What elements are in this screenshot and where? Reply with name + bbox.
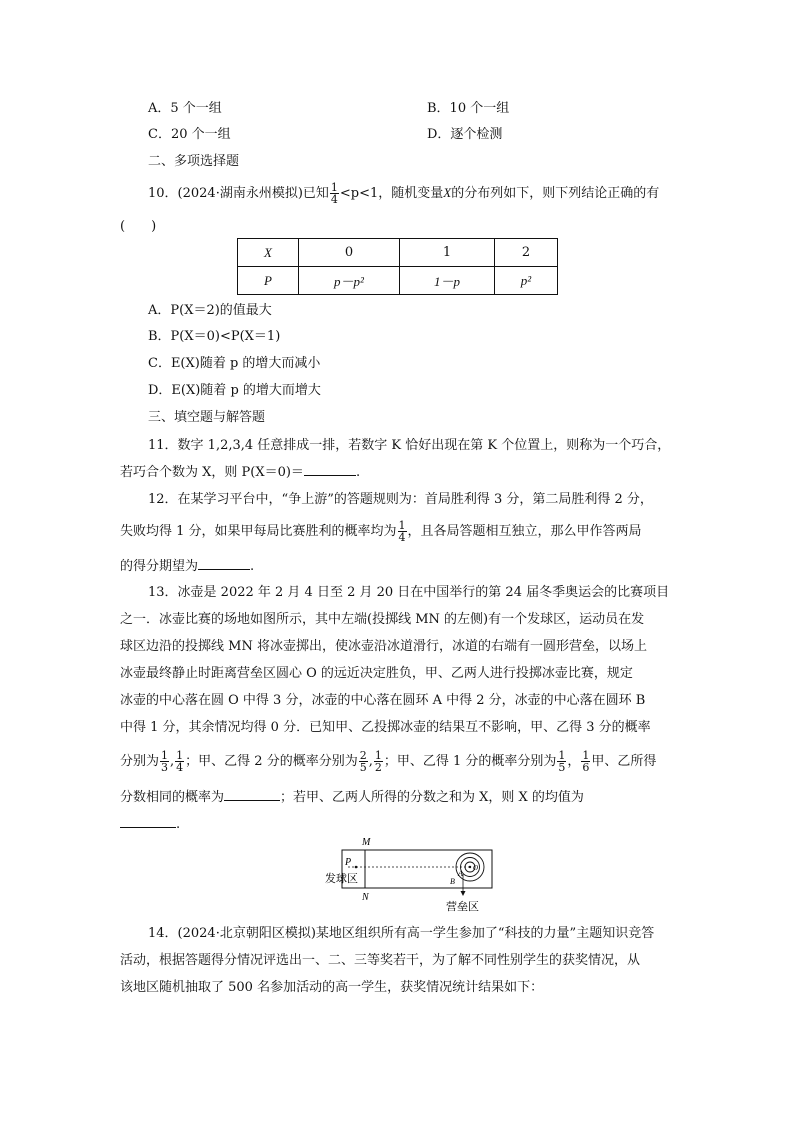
q10-var-x: X — [443, 185, 452, 200]
label-o: O — [473, 864, 479, 872]
q10-option-b: B．P(X＝0)<P(X＝1) — [148, 329, 281, 344]
q10-stem — [148, 182, 659, 205]
center-point — [469, 866, 471, 868]
q13-line-6: 中得 1 分，其余情况均得 0 分．已知甲、乙投掷冰壶的结果互不影响，甲、乙得 3 分的概率 — [120, 720, 651, 735]
curling-field-diagram — [322, 834, 498, 916]
q12-fraction: $\frac{1}{4}$ — [398, 519, 406, 544]
q10-condition: <p<1，随机变量 — [339, 186, 444, 201]
q13-line-4: 冰壶最终静止时距离营垒区圆心 O 的远近决定胜负，甲、乙两人进行投掷冰壶比赛，规定 — [120, 666, 633, 681]
q11-line-2: 若巧合个数为 X，则 P(X＝0)＝ . — [120, 465, 361, 480]
q12-line-1: 12．在某学习平台中，“争上游”的答题规则为：首局胜利得 3 分，第二局胜利得 2 分， — [148, 492, 653, 507]
tee-area-label: 发球区 — [325, 872, 358, 885]
house-area-label: 营垒区 — [446, 900, 479, 913]
table-cell: X — [238, 239, 299, 267]
q13-line-1: 13．冰壶是 2022 年 2 月 4 日至 2 月 20 日在中国举行的第 24 届冬季奥运会的比赛项目 — [148, 585, 670, 600]
table-cell: 1 — [400, 239, 495, 267]
fraction: $\frac{1}{6}$ — [582, 749, 590, 774]
q13-line-9: . — [120, 815, 180, 834]
q9-option-b: B．10 个一组 — [427, 101, 510, 116]
q10-option-c: C．E(X)随着 p 的增大而减小 — [148, 356, 321, 371]
table-row — [238, 239, 558, 267]
arrow-head — [461, 891, 466, 896]
q13-line-7: 分别为 $\frac{1}{3}$ , $\frac{1}{4}$ ；甲、乙得 2 分的概率分别为 $\frac{2}{5}$ , $\frac{1}{2}$ ；甲、乙得 1 分的概率分别为 $\frac{1}{5}$ ， $\frac{1}{6}$ 甲、乙所得 — [120, 749, 657, 774]
q9-option-c: C．20 个一组 — [148, 127, 231, 142]
answer-blank[interactable] — [224, 788, 280, 801]
table-cell: P — [238, 267, 299, 295]
q9-option-d: D．逐个检测 — [427, 127, 503, 142]
fraction: $\frac{1}{5}$ — [558, 749, 566, 774]
fraction: $\frac{1}{4}$ — [176, 749, 184, 774]
q10-tail: 的分布列如下，则下列结论正确的有 — [451, 186, 660, 201]
table-row — [238, 267, 558, 295]
q12-line-3: 的得分期望为 . — [120, 559, 255, 574]
q14-line-2: 活动，根据答题得分情况评选出一、二、三等奖若干，为了解不同性别学生的获奖情况，从 — [120, 953, 641, 968]
q14-line-3: 该地区随机抽取了 500 名参加活动的高一学生，获奖情况统计结果如下： — [120, 980, 544, 995]
q10-option-a: A．P(X＝2)的值最大 — [148, 303, 272, 318]
q12-line-2: 失败均得 1 分，如果甲每局比赛胜利的概率均为 $\frac{1}{4}$ ，且各局答题相互独立，那么甲作答两局 — [120, 519, 642, 544]
section-3-heading: 三、填空题与解答题 — [148, 410, 266, 425]
table-cell: p－p² — [299, 267, 400, 295]
q11-line-1: 11．数字 1,2,3,4 任意排成一排，若数字 K 恰好出现在第 K 个位置上，则称为一个巧合， — [148, 438, 671, 453]
q13-line-3: 球区边沿的投掷线 MN 将冰壶掷出，使冰壶沿冰道滑行，冰道的右端有一圆形营垒，以场上 — [120, 639, 647, 654]
table-cell: 1－p — [400, 267, 495, 295]
table-cell: 2 — [495, 239, 558, 267]
label-b: B — [450, 877, 455, 886]
table-cell: 0 — [299, 239, 400, 267]
label-p: P — [345, 857, 352, 868]
q10-distribution-table — [237, 238, 558, 295]
answer-blank[interactable] — [120, 815, 176, 828]
fraction: $\frac{2}{5}$ — [359, 749, 367, 774]
label-m: M — [362, 837, 371, 848]
fraction: $\frac{1}{3}$ — [161, 749, 169, 774]
q10-option-d: D．E(X)随着 p 的增大而增大 — [148, 383, 321, 398]
label-a: A — [458, 869, 463, 878]
answer-blank[interactable] — [198, 557, 250, 570]
fraction: $\frac{1}{2}$ — [374, 749, 382, 774]
point-p — [355, 866, 358, 869]
answer-blank[interactable] — [304, 463, 356, 476]
q13-line-2: 之一．冰壶比赛的场地如图所示，其中左端(投掷线 MN 的左侧)有一个发球区，运动员在发 — [120, 612, 645, 627]
q10-fraction: $\frac{1}{4}$ — [330, 181, 338, 206]
q10-lead: 10．(2024·湖南永州模拟)已知 — [148, 186, 329, 201]
q9-option-a: A．5 个一组 — [148, 101, 222, 116]
section-2-heading: 二、多项选择题 — [148, 154, 240, 169]
table-cell: p² — [495, 267, 558, 295]
q10-answer-paren: ( ) — [120, 219, 157, 234]
q13-line-5: 冰壶的中心落在圆 O 中得 3 分，冰壶的中心落在圆环 A 中得 2 分，冰壶的中心落在圆环 B — [120, 693, 646, 708]
q13-line-8: 分数相同的概率为 ；若甲、乙两人所得的分数之和为 X，则 X 的均值为 — [120, 790, 584, 805]
label-n: N — [362, 892, 369, 903]
q14-line-1: 14．(2024·北京朝阳区模拟)某地区组织所有高一学生参加了“科技的力量”主题知识竞答 — [148, 926, 655, 941]
